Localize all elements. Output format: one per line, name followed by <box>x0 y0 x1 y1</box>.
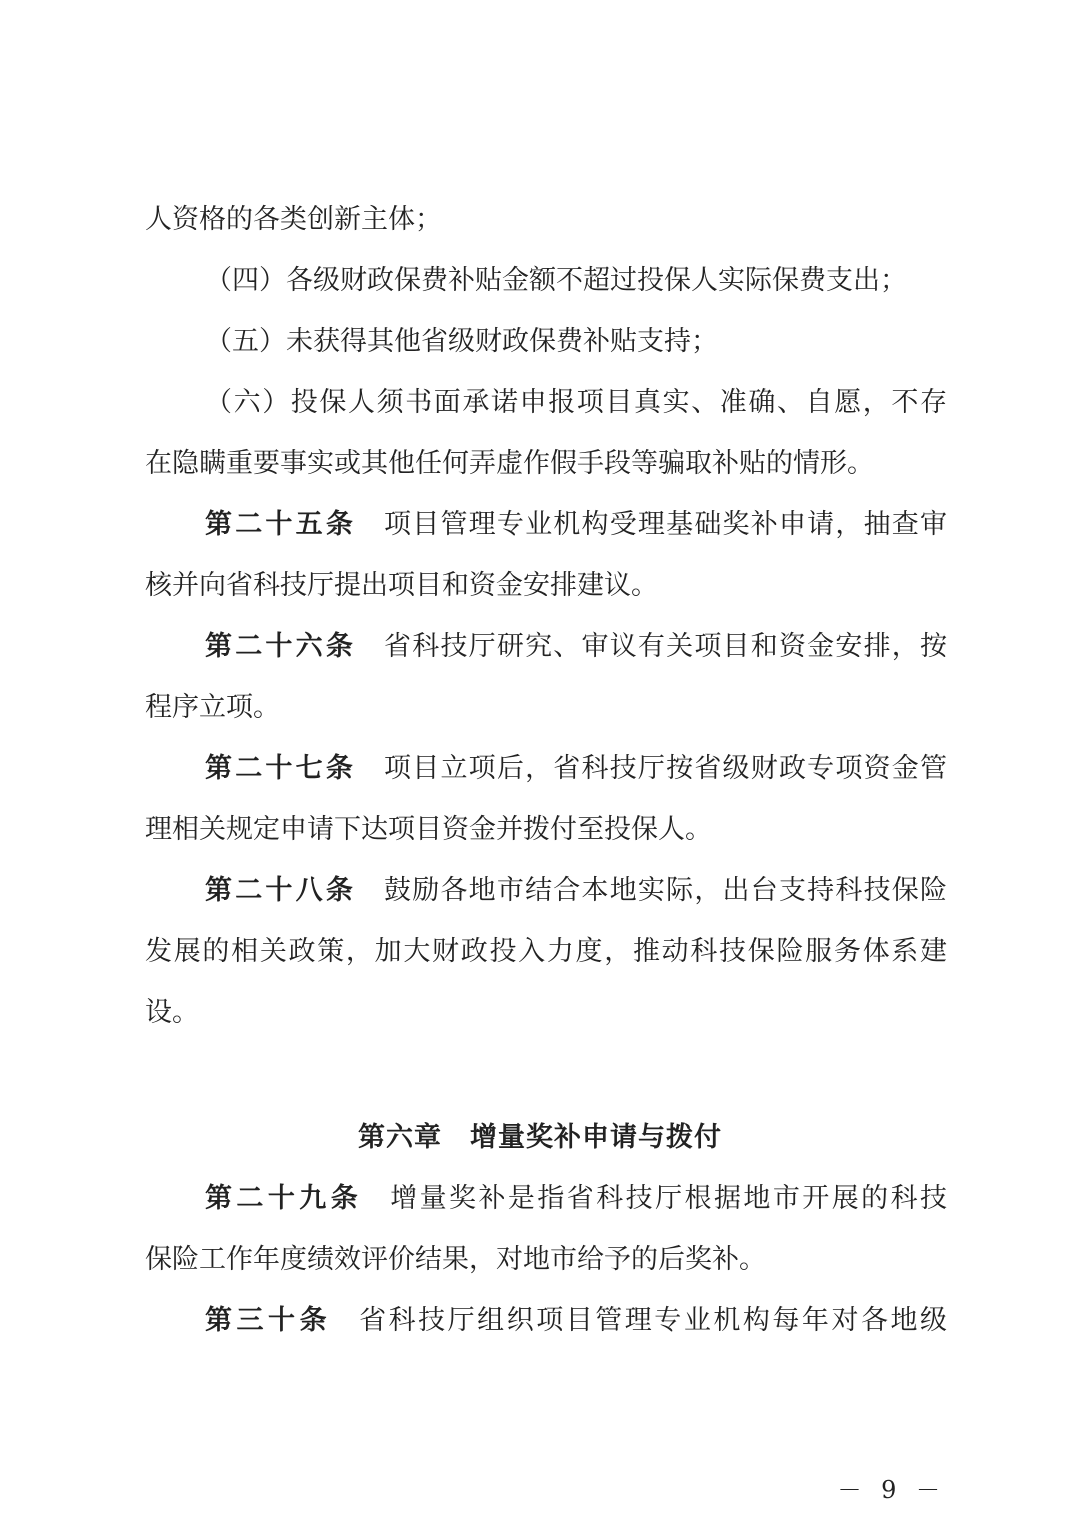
text-line <box>145 257 947 318</box>
line-text: 增量奖补是指省科技厅根据地市开展的科技 <box>390 1183 948 1214</box>
article-paragraph <box>145 867 947 1050</box>
article-paragraph <box>145 623 947 745</box>
article-label: 第二十六条 <box>205 631 357 662</box>
line-text: 人资格的各类创新主体； <box>145 204 442 235</box>
article-paragraph <box>145 745 947 867</box>
text-line <box>145 867 947 928</box>
text-line <box>145 1236 947 1297</box>
article-paragraph <box>145 501 947 623</box>
line-text: 鼓励各地市结合本地实际，出台支持科技保险 <box>384 875 948 906</box>
line-text: 省科技厅组织项目管理专业机构每年对各地级 <box>359 1305 948 1336</box>
line-text: 项目管理专业机构受理基础奖补申请，抽查审 <box>384 509 948 540</box>
line-text: 省科技厅研究、审议有关项目和资金安排，按 <box>384 631 948 662</box>
document-body-bottom <box>145 1175 947 1358</box>
text-line <box>145 989 947 1050</box>
text-line <box>145 684 947 745</box>
text-line <box>145 1297 947 1358</box>
article-label: 第二十八条 <box>205 875 357 906</box>
text-line <box>145 379 947 440</box>
paragraph <box>145 196 947 257</box>
text-line <box>145 562 947 623</box>
chapter-heading: 第六章 增量奖补申请与拨付 <box>358 1122 722 1153</box>
line-text: （四）各级财政保费补贴金额不超过投保人实际保费支出； <box>205 265 907 296</box>
line-text: 程序立项。 <box>145 692 280 723</box>
line-text: 理相关规定申请下达项目资金并拨付至投保人。 <box>145 814 712 845</box>
article-paragraph <box>145 1297 947 1358</box>
line-text: 在隐瞒重要事实或其他任何弄虚作假手段等骗取补贴的情形。 <box>145 448 874 479</box>
text-line <box>145 928 947 989</box>
paragraph <box>145 257 947 318</box>
page-number: － 9 － <box>837 1476 946 1504</box>
line-text: 项目立项后，省科技厅按省级财政专项资金管 <box>384 753 948 784</box>
article-paragraph <box>145 1175 947 1297</box>
text-line <box>145 745 947 806</box>
article-label: 第二十七条 <box>205 753 357 784</box>
text-line <box>145 1175 947 1236</box>
text-line <box>145 806 947 867</box>
line-text: 发展的相关政策，加大财政投入力度，推动科技保险服务体系建 <box>145 936 947 967</box>
line-text: 设。 <box>145 997 199 1028</box>
document-body-top <box>145 196 947 1050</box>
line-text: 核并向省科技厅提出项目和资金安排建议。 <box>145 570 658 601</box>
text-line <box>145 318 947 379</box>
text-line <box>145 501 947 562</box>
article-label: 第三十条 <box>205 1305 332 1336</box>
paragraph <box>145 379 947 501</box>
article-label: 第二十九条 <box>205 1183 363 1214</box>
article-label: 第二十五条 <box>205 509 357 540</box>
text-line <box>145 196 947 257</box>
line-text: 保险工作年度绩效评价结果，对地市给予的后奖补。 <box>145 1244 766 1275</box>
line-text: （五）未获得其他省级财政保费补贴支持； <box>205 326 718 357</box>
text-line <box>145 623 947 684</box>
text-line <box>145 440 947 501</box>
line-text: （六）投保人须书面承诺申报项目真实、准确、自愿，不存 <box>205 387 947 418</box>
paragraph <box>145 318 947 379</box>
